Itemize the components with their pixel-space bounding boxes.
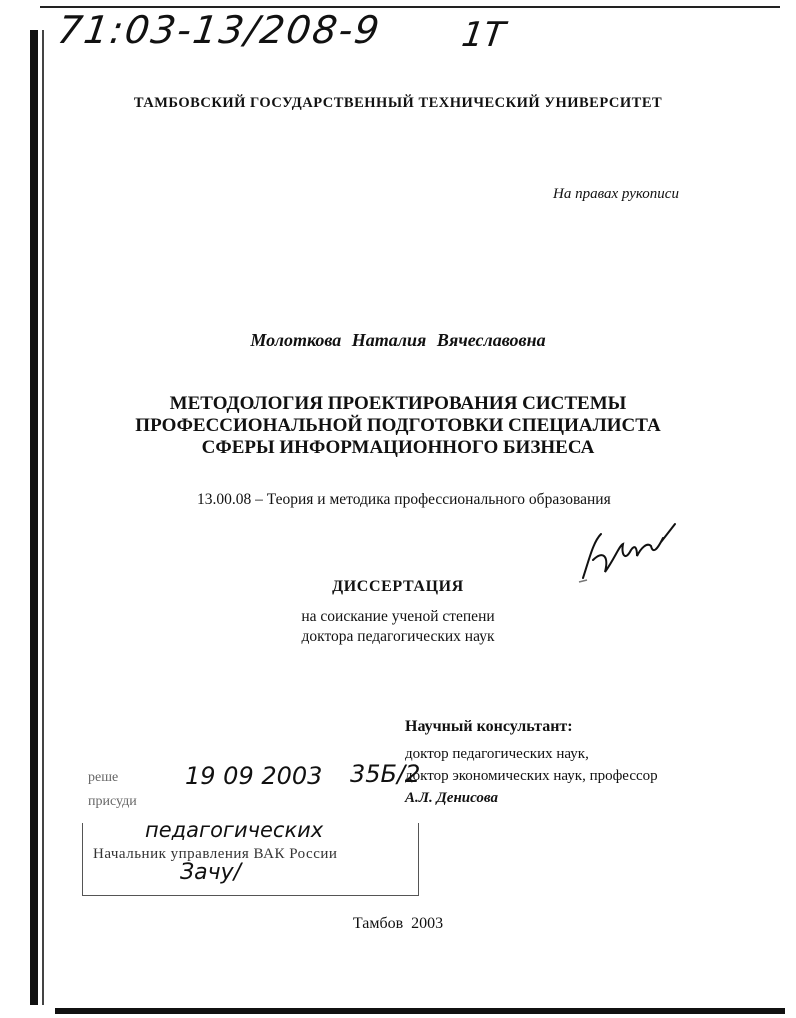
stamp-decision-text: реше (88, 770, 119, 785)
consultant-name: А.Л. Денисова (405, 790, 499, 806)
stamp-degree: педагогических (145, 818, 324, 842)
title-line: СФЕРЫ ИНФОРМАЦИОННОГО БИЗНЕСА (201, 437, 595, 458)
consultant-label: Научный консультант: (405, 718, 573, 735)
archive-code: 71:03-13/208-9 (54, 8, 384, 52)
author-name: Молоткова Наталия Вячеславовна (250, 330, 546, 350)
scan-edge-bottom (55, 1008, 785, 1014)
specialty-code: 13.00.08 – Теория и методика профессионального образования (197, 491, 611, 508)
dissertation-label: ДИССЕРТАЦИЯ (332, 578, 464, 595)
university-name: ТАМБОВСКИЙ ГОСУДАРСТВЕННЫЙ ТЕХНИЧЕСКИЙ УНИВЕРСИТЕТ (133, 95, 663, 111)
stamp-number: 35Б/2 (350, 760, 421, 788)
city-year: Тамбов 2003 (352, 915, 444, 932)
degree-line: доктора педагогических наук (301, 628, 495, 645)
sheet-count: 1T (459, 15, 508, 55)
scan-edge-left-line (42, 30, 44, 1005)
dissertation-title (0, 393, 796, 459)
consultant-degree: доктор экономических наук, профессор (405, 768, 658, 784)
scan-edge-left (30, 30, 38, 1005)
stamp-frame (82, 823, 419, 896)
stamp-head-text: Начальник управления ВАК России (93, 846, 338, 862)
degree-line: на соискание ученой степени (301, 608, 495, 625)
title-line: ПРОФЕССИОНАЛЬНОЙ ПОДГОТОВКИ СПЕЦИАЛИСТА (135, 415, 661, 436)
stamp-signature: Зачу/ (180, 860, 242, 885)
rights-note: На правах рукописи (553, 186, 679, 202)
consultant-degree: доктор педагогических наук, (405, 746, 589, 762)
stamp-date: 19 09 2003 (185, 762, 323, 790)
title-line: МЕТОДОЛОГИЯ ПРОЕКТИРОВАНИЯ СИСТЕМЫ (169, 393, 627, 414)
stamp-award-text: присуди (88, 794, 137, 809)
